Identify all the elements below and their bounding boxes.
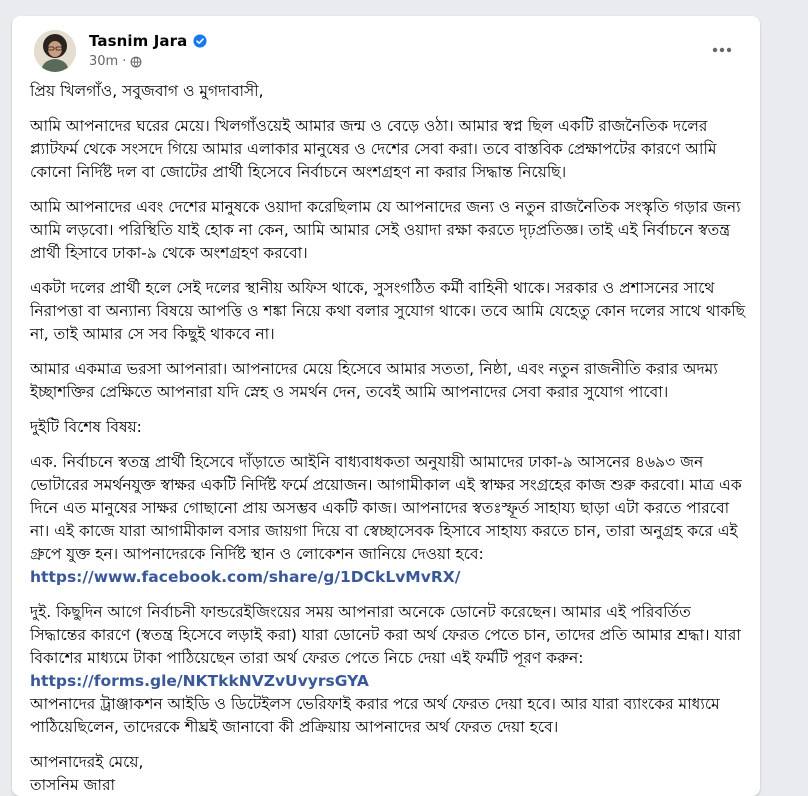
verified-badge-icon	[193, 34, 207, 48]
author-row	[89, 32, 207, 50]
author-avatar[interactable]	[34, 30, 76, 72]
paragraph-1: আমি আপনাদের ঘরের মেয়ে। খিলগাঁওয়েই আমার জন্ম ও বেড়ে ওঠা। আমার স্বপ্ন ছিল একটি রাজনৈতিক দলের প্ল্যাটফর্ম থেকে সংসদে গিয়ে আমার এলাকার মানুষের ও দেশের সেবা করা। তবে বাস্তবিক প্রেক্ষাপটের কারণে আমি কোনো নির্দিষ্ট দল বা জোটের প্রার্থী হিসেবে নির্বাচনে অংশগ্রহণ না করার সিদ্ধান্ত নিয়েছি।	[30, 117, 717, 181]
facebook-group-link[interactable]: https://www.facebook.com/share/g/1DCkLvMvRX/	[30, 568, 461, 586]
paragraph-7-tail: আপনাদের ট্রাঞ্জাকশন আইডি ও ডিটেইলস ভেরিফাই করার পরে অর্থ ফেরত দেয়া হবে। আর যারা ব্যাংকের মাধ্যমে পাঠিয়েছিলেন, তাদেরকে শীঘ্রই জানাবো কী প্রক্রিয়ায় আপনাদের অর্থ ফেরত দেয়া হবে।	[30, 695, 720, 736]
signoff-line-2: তাসনিম জারা	[30, 776, 115, 794]
meta-separator: ·	[122, 54, 127, 69]
signoff-line-1: আপনাদেরই মেয়ে,	[30, 753, 144, 771]
globe-icon[interactable]	[130, 56, 142, 68]
paragraph-6-text: এক. নির্বাচনে স্বতন্ত্র প্রার্থী হিসেবে দাঁড়াতে আইনি বাধ্যবাধকতা অনুযায়ী আমাদের ঢাকা-৯ আসনের ৪৬৯৩ জন ভোটারের সমর্থনযুক্ত স্বাক্ষর একটি নির্দিষ্ট ফর্মে প্রয়োজন। আগামীকাল এই স্বাক্ষর সংগ্রহের কাজ শুরু করবো। মাত্র এক দিনে এত মানুষের সাক্ষর গোছানো প্রায় অসম্ভব একটি কাজ। আপনাদের স্বতঃস্ফূর্ত সাহায্য ছাড়া এটা করতে পারবো না। এই কাজে যারা আগামীকাল বসার জায়গা দিয়ে বা স্বেচ্ছাসেবক হিসাবে সাহায্য করতে চান, তারা অনুগ্রহ করে এই গ্রুপে যুক্ত হন। আপনাদেরকে নির্দিষ্ট স্থান ও লোকেশন জানিয়ে দেওয়া হবে:	[30, 453, 742, 563]
greeting-line: প্রিয় খিলগাঁও, সবুজবাগ ও মুগদাবাসী,	[30, 82, 264, 100]
more-options-icon[interactable]	[704, 32, 740, 68]
paragraph-3: একটা দলের প্রার্থী হলে সেই দলের স্থানীয় অফিস থাকে, সুসংগঠিত কর্মী বাহিনী থাকে। সরকার ও প্রশাসনের সাথে নিরাপত্তা বা অন্যান্য বিষয়ে আপত্তি ও শঙ্কা নিয়ে কথা বলার সুযোগ থাকে। তবে আমি যেহেতু কোন দলের সাথে থাকছি না, তাই আমার সে সব কিছুই থাকবে না।	[30, 279, 746, 343]
post-time[interactable]: 30m	[89, 54, 119, 69]
paragraph-5: দুইটি বিশেষ বিষয়:	[30, 418, 142, 436]
refund-form-link[interactable]: https://forms.gle/NKTkkNVZvUvyrsGYA	[30, 672, 369, 690]
post-header	[24, 30, 748, 74]
paragraph-4: আমার একমাত্র ভরসা আপনারা। আপনাদের মেয়ে হিসেবে আমার সততা, নিষ্ঠা, এবং নতুন রাজনীতি করার অদম্য ইচ্ছাশক্তির প্রেক্ষিতে আপনারা যদি স্নেহ ও সমর্থন দেন, তবেই আমি আপনাদের সেবা করার সুযোগ পাবো।	[30, 360, 718, 401]
paragraph-2: আমি আপনাদের এবং দেশের মানুষকে ওয়াদা করেছিলাম যে আপনাদের জন্য ও নতুন রাজনৈতিক সংস্কৃতি গড়ার জন্য আমি লড়বো। পরিস্থিতি যাই হোক না কেন, আমি আমার সেই ওয়াদা রক্ষা করতে দৃঢ়প্রতিজ্ঞ। তাই এই নির্বাচনে স্বতন্ত্র প্রার্থী হিসাবে ঢাকা-৯ থেকে অংশগ্রহণ করবো।	[30, 198, 741, 262]
paragraph-7	[30, 601, 746, 739]
post-meta	[89, 54, 142, 69]
avatar-image	[34, 30, 76, 72]
signoff	[30, 751, 746, 796]
post-body	[30, 80, 746, 796]
author-name[interactable]: Tasnim Jara	[89, 32, 188, 50]
paragraph-6	[30, 451, 746, 589]
post-card	[12, 16, 760, 796]
paragraph-7-text: দুই. কিছুদিন আগে নির্বাচনী ফান্ডরেইজিংয়ের সময় আপনারা অনেকে ডোনেট করেছেন। আমার এই পরিবর্তিত সিদ্ধান্তের কারণে (স্বতন্ত্র হিসেবে লড়াই করা) যারা ডোনেট করা অর্থ ফেরত পেতে চান, তাদের প্রতি আমার শ্রদ্ধা। যারা বিকাশের মাধ্যমে টাকা পাঠিয়েছেন তারা অর্থ ফেরত পেতে নিচে দেয়া এই ফর্মটি পূরণ করুন:	[30, 603, 741, 667]
